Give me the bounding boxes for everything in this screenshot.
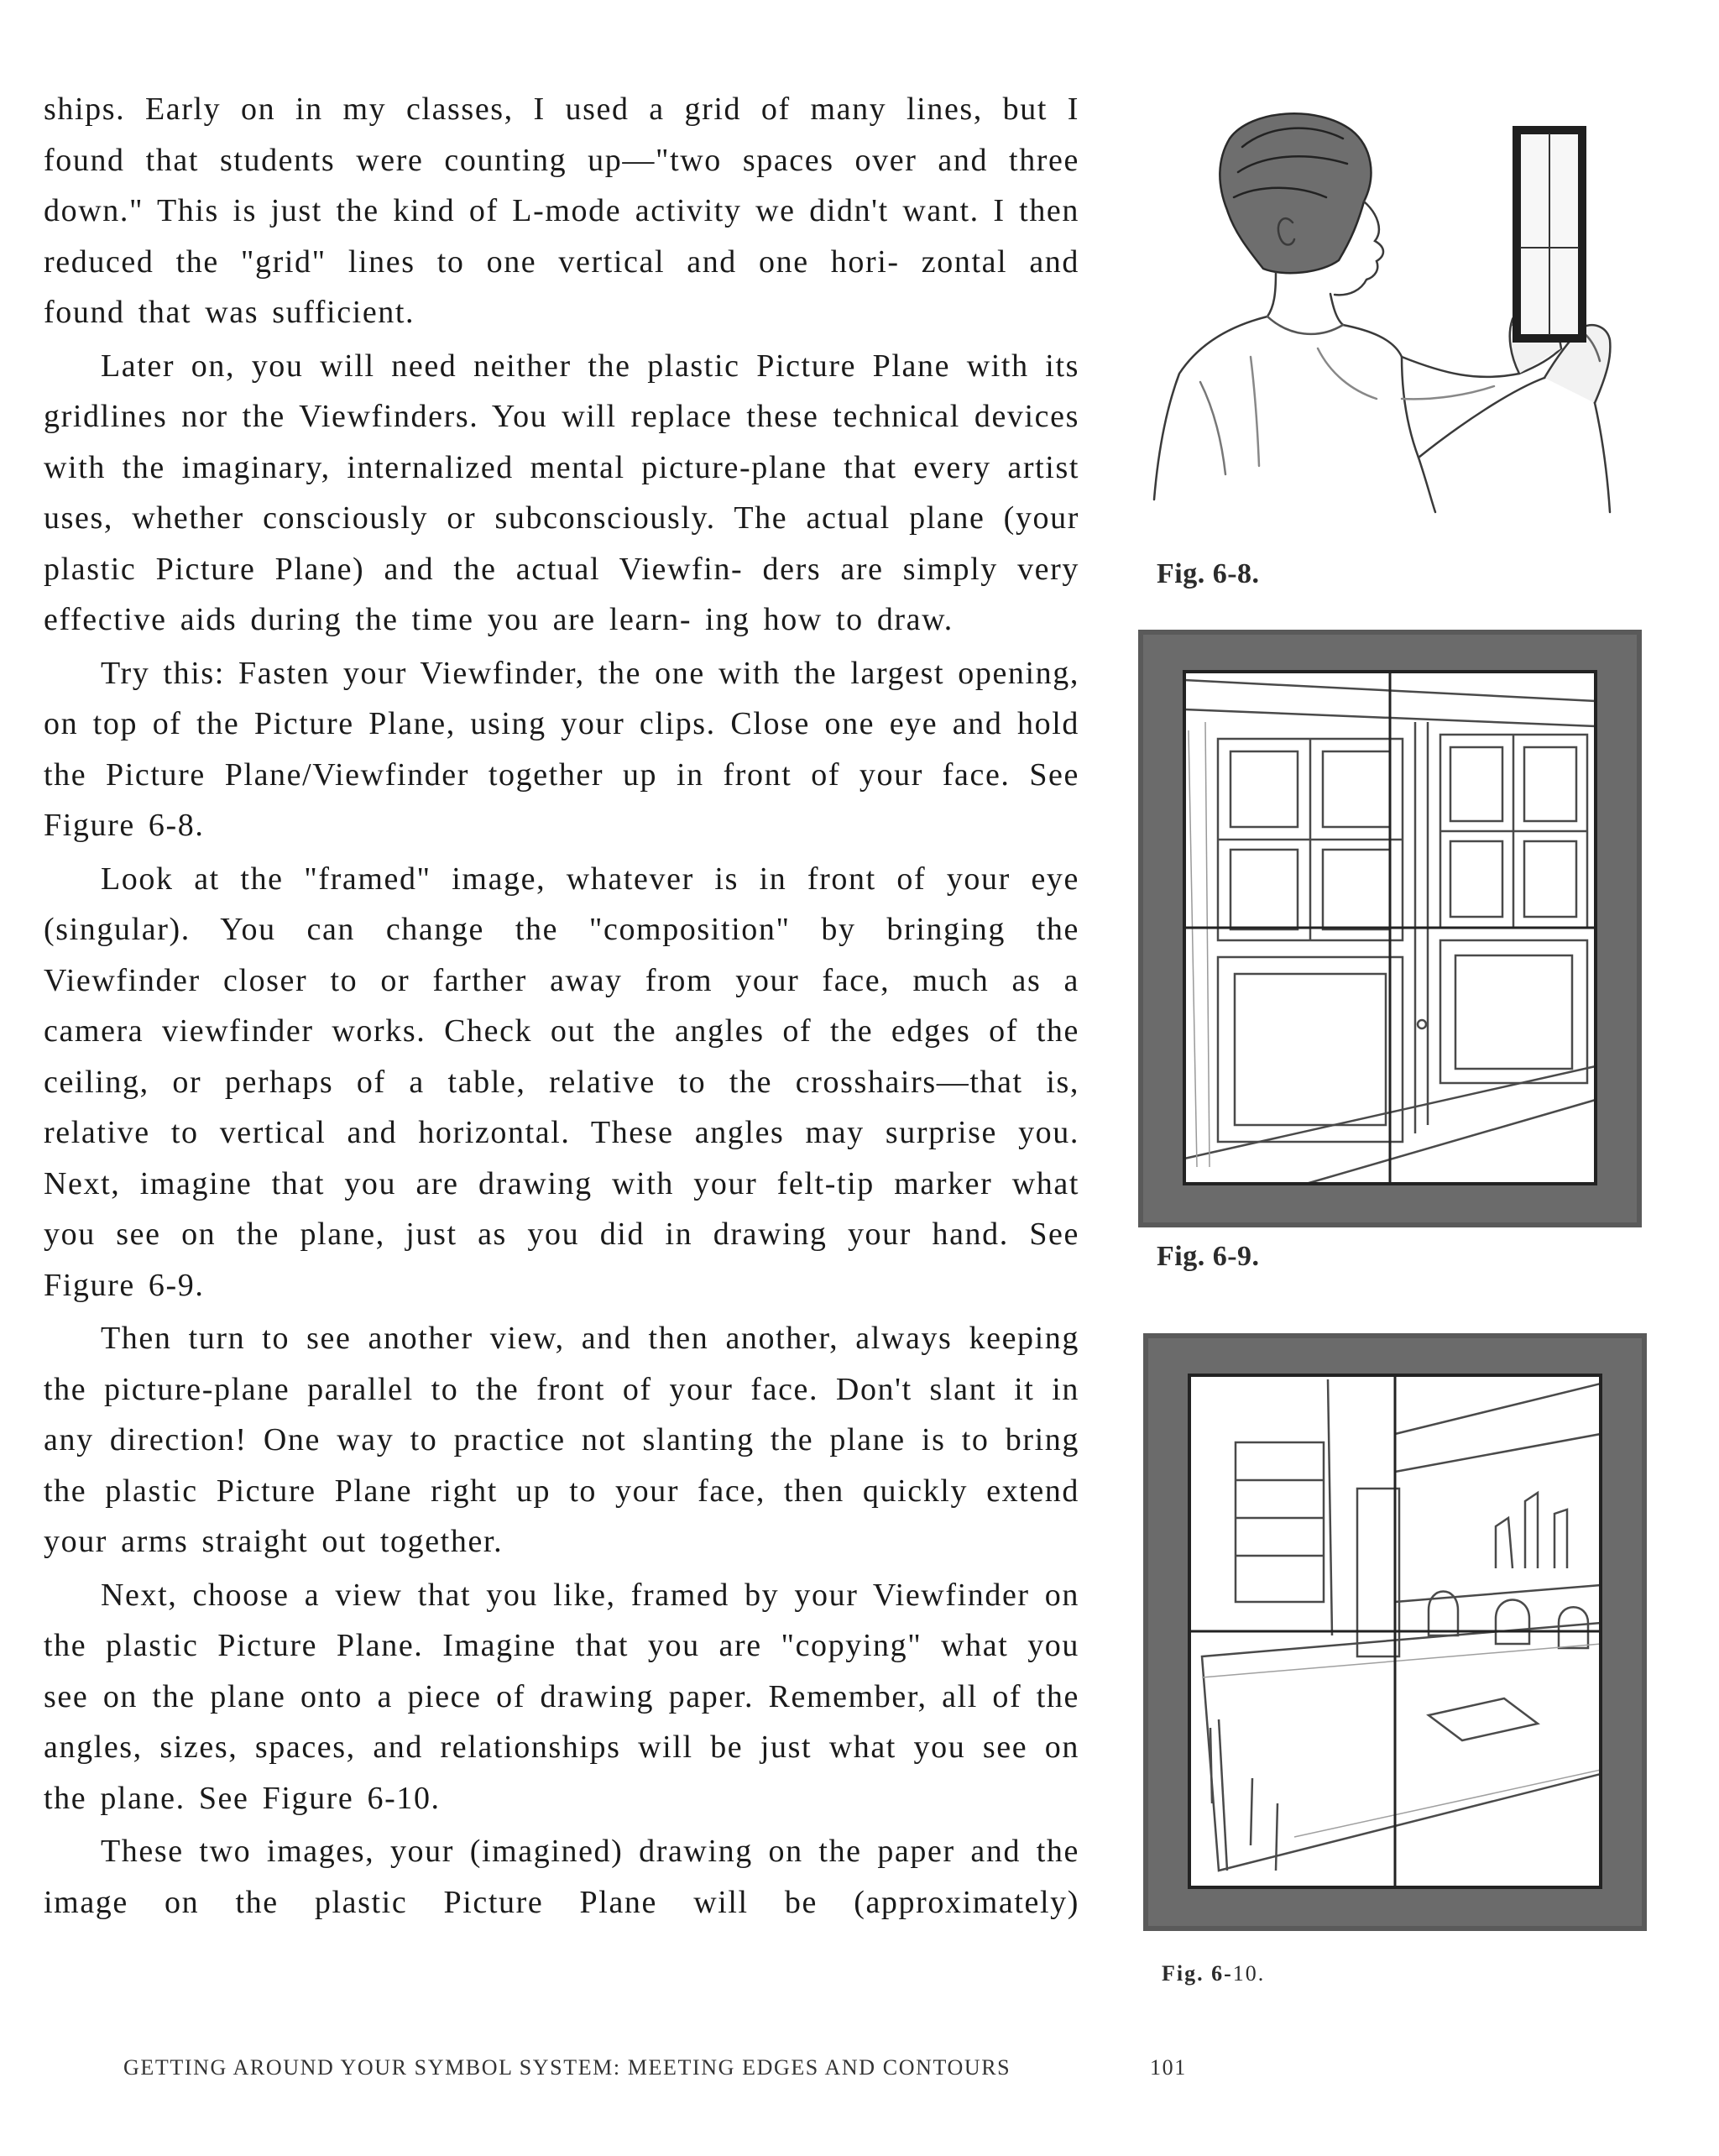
running-head: GETTING AROUND YOUR SYMBOL SYSTEM: MEETING EDGES AND CONTOURS	[123, 2055, 1011, 2080]
figure-6-10-caption-number: 6-	[1211, 1961, 1233, 1986]
paragraph-3: Try this: Fasten your Viewfinder, the one with the largest opening, on top of the Picture Plane, using your clips. Close one eye and hold the Picture Plane/Viewfinder together up in front of your face. See Figure 6-8.	[44, 655, 1079, 843]
paragraph-2: Later on, you will need neither the plastic Picture Plane with its gridlines nor the Viewfinders. You will replace these technical devices with the imaginary, internalized mental picture-plane that every artist uses, whether consciously or subconsciously. The actual plane (your plastic Picture Plane) and the actual Viewfin- ders are simply very effective aids during the time you are learn- ing how to draw.	[44, 348, 1079, 637]
figure-6-9-caption: Fig. 6-9.	[1157, 1241, 1260, 1272]
body-text	[44, 84, 1079, 1930]
figure-6-10-caption-suffix: 10.	[1232, 1961, 1266, 1986]
paragraph-4: Look at the "framed" image, whatever is in front of your eye (singular). You can change the "composition" by bringing the Viewfinder closer to or farther away from your face, much as a camera viewfinder works. Check out the angles of the edges of the ceiling, or perhaps of a table, relative to the crosshairs—that is, relative to vertical and horizontal. These angles may surprise you. Next, imagine that you are drawing with your felt-tip marker what you see on the plane, just as you did in drawing your hand. See Figure 6-9.	[44, 861, 1079, 1303]
figure-6-10-caption-prefix: Fig.	[1162, 1961, 1204, 1986]
figure-6-8-illustration	[1150, 105, 1628, 516]
paragraph-1: ships. Early on in my classes, I used a grid of many lines, but I found that students were counting up—"two spaces over and three down." This is just the kind of L-mode activity we didn't want. I then reduced the "grid" lines to one vertical and one hori- zontal and found that was sufficient.	[44, 92, 1079, 330]
paragraph-5: Then turn to see another view, and then another, always keeping the picture-plane parallel to the front of your face. Don't slant it in any direction! One way to practice not slanting the plane is to bring the plastic Picture Plane right up to your face, then quickly extend your arms straight out together.	[44, 1321, 1079, 1559]
paragraph-6: Next, choose a view that you like, framed by your Viewfinder on the plastic Picture Plane. Imagine that you are "copying" what you see on the plane onto a piece of drawing paper. Remember, all of the angles, sizes, spaces, and relationships will be just what you see on the plane. See Figure 6-10.	[44, 1577, 1079, 1816]
page-number: 101	[1150, 2055, 1187, 2080]
paragraph-7: These two images, your (imagined) drawing on the paper and the image on the plastic Picture Plane will be (approximately)	[44, 1834, 1079, 1920]
figure-6-8-caption: Fig. 6-8.	[1157, 558, 1260, 589]
figure-6-10-illustration	[1143, 1333, 1647, 1931]
figure-6-10-caption	[1162, 1961, 1265, 1986]
figure-6-9-illustration	[1138, 630, 1642, 1227]
